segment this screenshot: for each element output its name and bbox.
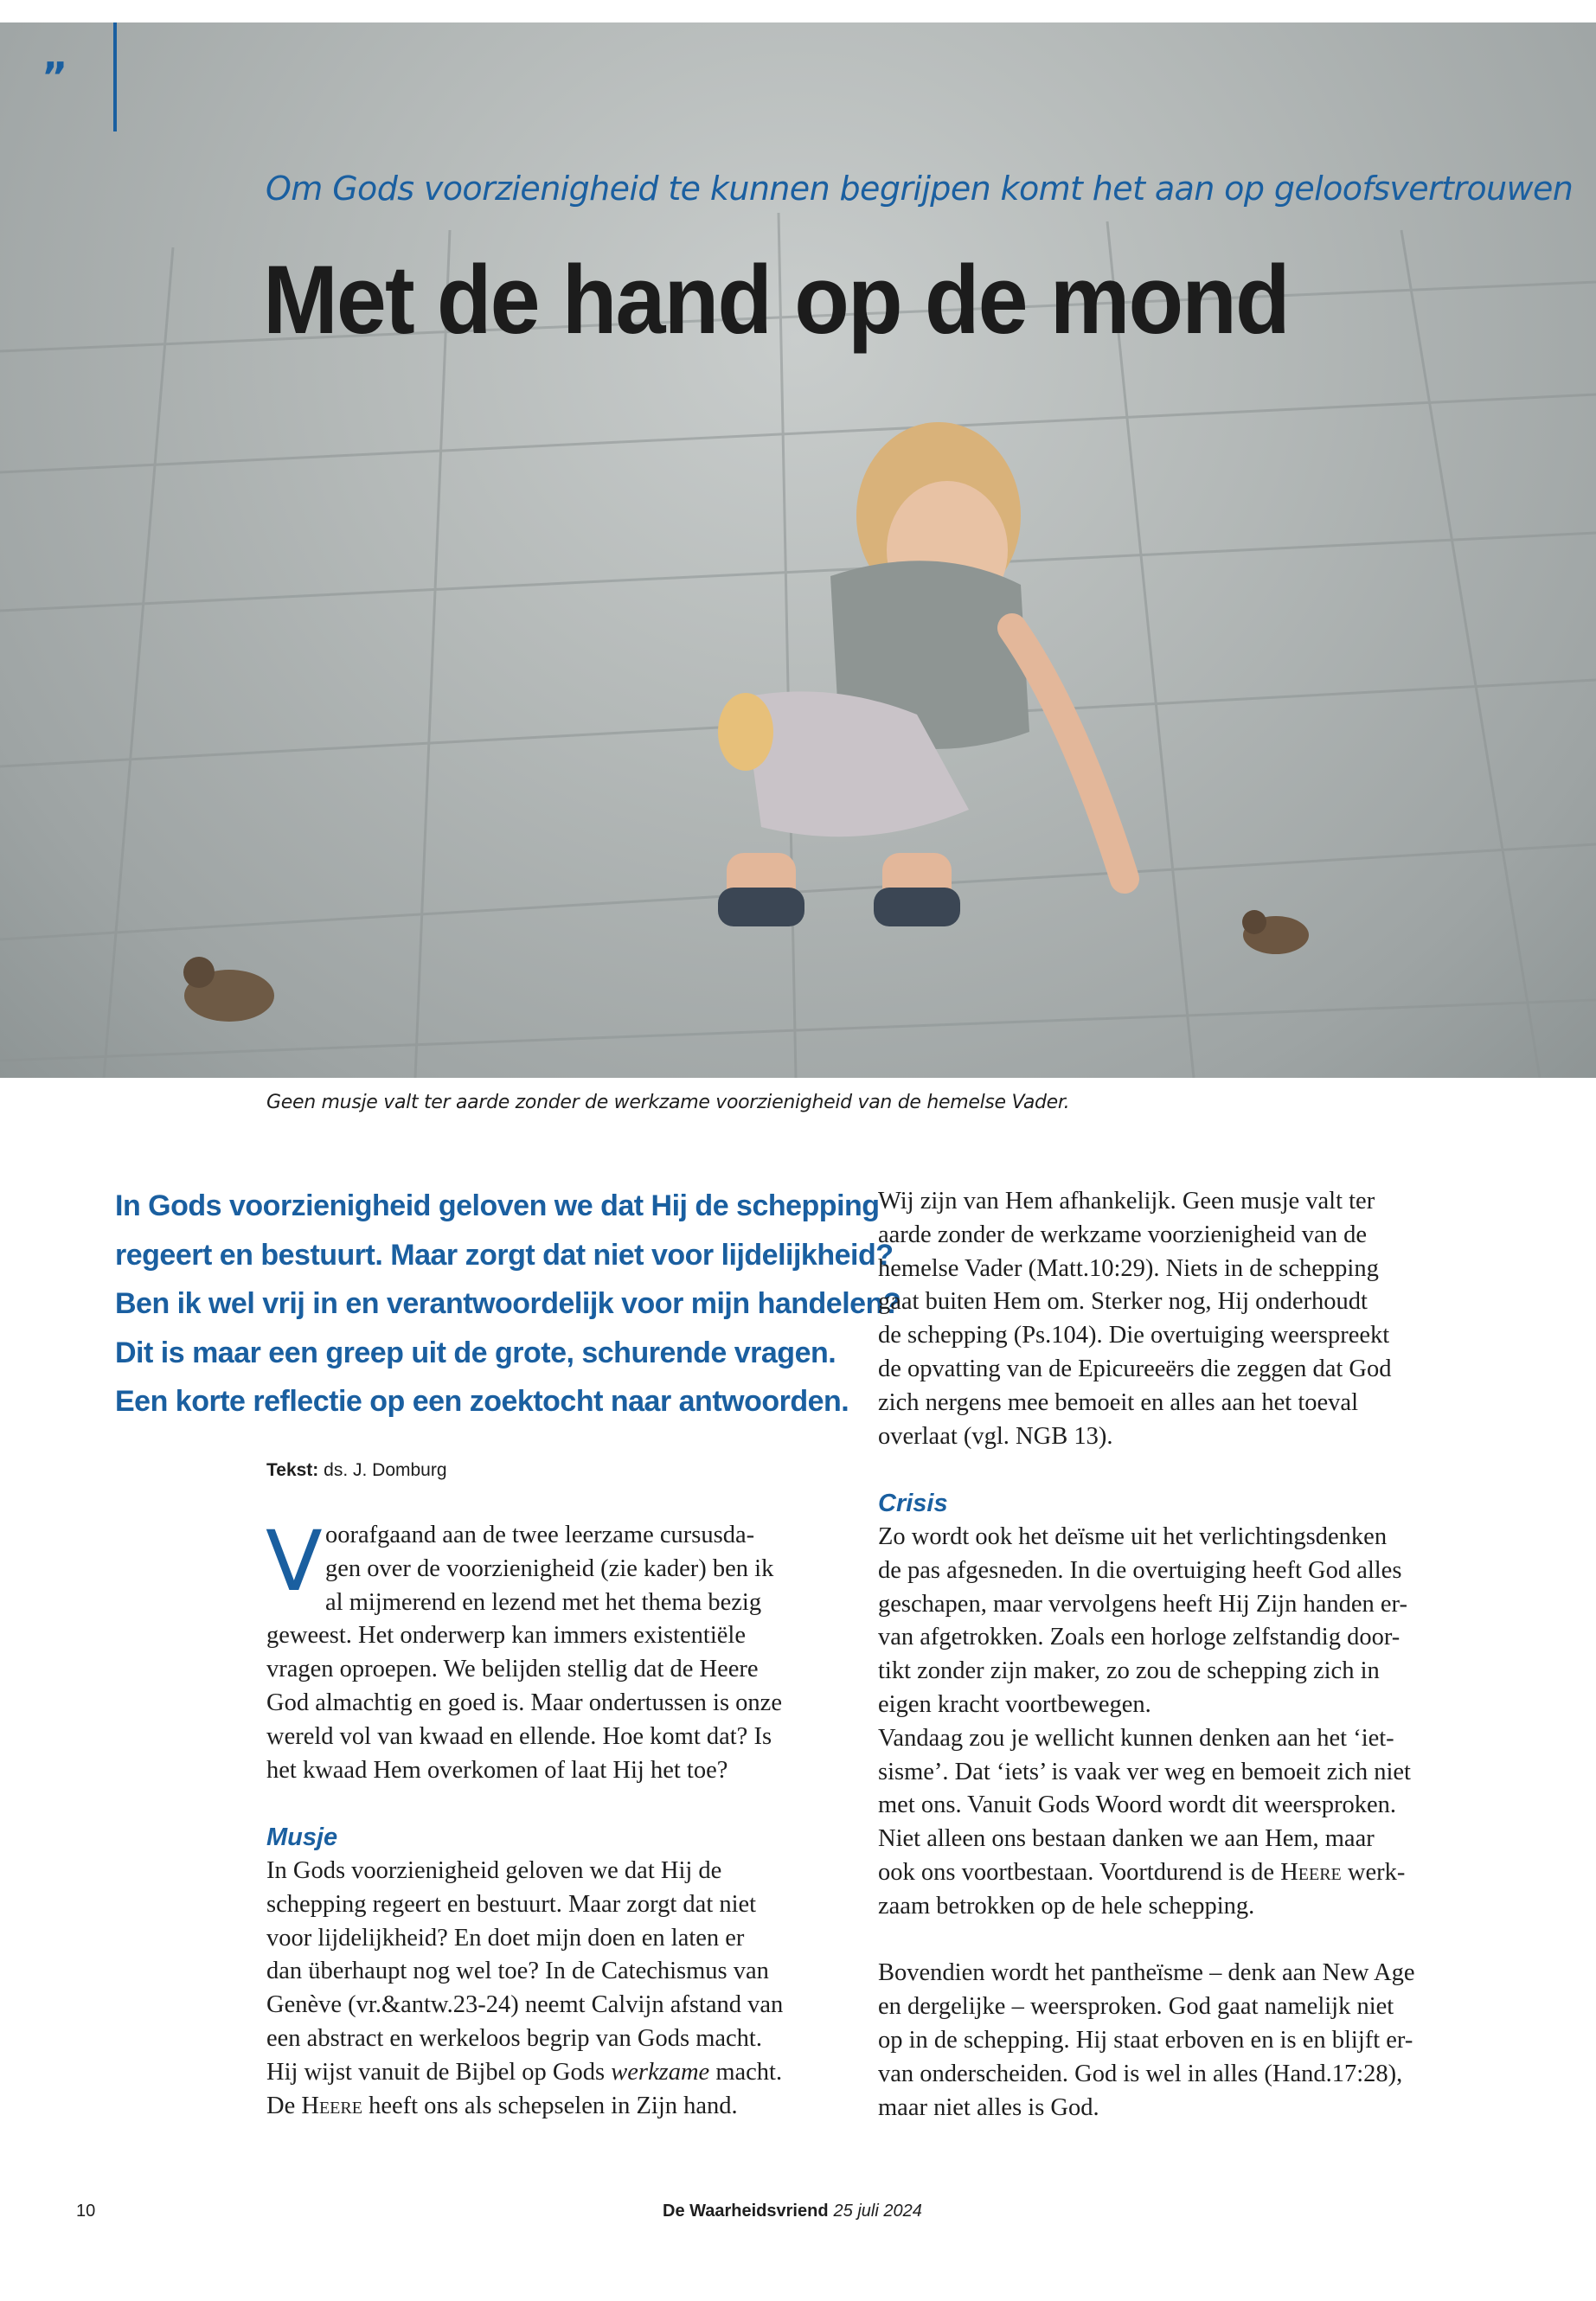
body-line: God almachtig en goed is. Maar ondertussen is onze: [266, 1689, 782, 1716]
spacer: [878, 1924, 1466, 1958]
byline-label: Tekst:: [266, 1460, 319, 1480]
text-run: heeft ons als schepselen in Zijn hand.: [362, 2092, 738, 2119]
body-line: voor lijdelijkheid? En doet mijn doen en laten er: [266, 1924, 745, 1952]
body-line: maar niet alles is God.: [878, 2093, 1099, 2121]
body-line: gen over de voorzienigheid (zie kader) ben ik: [325, 1554, 774, 1582]
subhead-musje: Musje: [266, 1823, 338, 1852]
body-line: het kwaad Hem overkomen of laat Hij het toe?: [266, 1756, 728, 1784]
intro: [115, 1182, 901, 1426]
body-line: In Gods voorzienigheid geloven we dat Hij de: [266, 1856, 722, 1884]
body-line: de schepping (Ps.104). Die overtuiging weerspreekt: [878, 1322, 1390, 1349]
body-line: hemelse Vader (Matt.10:29). Niets in de schepping: [878, 1254, 1379, 1282]
body-line: aarde zonder de werkzame voorzienigheid van de: [878, 1221, 1367, 1248]
intro-line: Een korte reflectie op een zoektocht naar antwoorden.: [115, 1385, 849, 1418]
body-line: met ons. Vanuit Gods Woord wordt dit weersproken.: [878, 1791, 1397, 1819]
magazine-name: De Waarheidsvriend: [663, 2202, 829, 2221]
body-column-1: [266, 1513, 837, 2123]
body-line: Zo wordt ook het deïsme uit het verlichtingsdenken: [878, 1522, 1388, 1550]
spacer: [878, 1453, 1466, 1487]
body-line: tikt zonder zijn maker, zo zou de schepping zich in: [878, 1657, 1380, 1685]
body-line: de pas afgesneden. In die overtuiging heeft God alles: [878, 1556, 1402, 1584]
body-line: wereld vol van kwaad en ellende. Hoe komt dat? Is: [266, 1722, 772, 1750]
kicker: Om Gods voorzienigheid te kunnen begrijpen komt het aan op geloofsvertrouwen: [266, 170, 1574, 208]
body-line: geweest. Het onderwerp kan immers existentiële: [266, 1622, 746, 1650]
intro-line: Ben ik wel vrij in en verantwoordelijk voor mijn handelen?: [115, 1287, 901, 1320]
photo-caption: Geen musje valt ter aarde zonder de werkzame voorzienigheid van de hemelse Vader.: [266, 1092, 1070, 1113]
text-run: werk-: [1341, 1858, 1406, 1886]
body-line: al mijmerend en lezend met het thema bezig: [325, 1588, 762, 1616]
intro-line: regeert en bestuurt. Maar zorgt dat niet voor lijdelijkheid?: [115, 1238, 894, 1272]
quote-mark-icon: ”: [42, 54, 68, 100]
body-line: de opvatting van de Epicureeërs die zeggen dat God: [878, 1355, 1392, 1382]
body-line: oorafgaand aan de twee leerzame cursusda-: [325, 1522, 755, 1548]
body-line: vragen oproepen. We belijden stellig dat de Heere: [266, 1656, 759, 1683]
body-line: Niet alleen ons bestaan danken we aan Hem, maar: [878, 1825, 1375, 1853]
issue-date: 25 juli 2024: [833, 2202, 922, 2221]
intro-line: Dit is maar een greep uit de grote, schurende vragen.: [115, 1336, 836, 1369]
body-line: zich nergens mee bemoeit en alles aan het toeval: [878, 1388, 1358, 1416]
body-line: schepping regeert en bestuurt. Maar zorgt dat niet: [266, 1890, 757, 1918]
body-line: zaam betrokken op de hele schepping.: [878, 1892, 1255, 1920]
footer-magazine: [663, 2202, 922, 2221]
body-line: eigen kracht voortbewegen.: [878, 1690, 1151, 1718]
spacer: [266, 1787, 837, 1821]
body-line: Genève (vr.&antw.23-24) neemt Calvijn afstand van: [266, 1991, 784, 2019]
body-line: Vandaag zou je wellicht kunnen denken aan het ‘iet-: [878, 1724, 1394, 1752]
body-line: en dergelijke – weersproken. God gaat namelijk niet: [878, 1993, 1394, 2021]
body-line: van onderscheiden. God is wel in alles (Hand.17:28),: [878, 2060, 1403, 2087]
subhead-crisis: Crisis: [878, 1490, 948, 1518]
small-caps: Heere: [1280, 1858, 1342, 1886]
text-run: De: [266, 2092, 302, 2119]
text-run: macht.: [709, 2058, 783, 2086]
sparrow-right: [1242, 910, 1309, 954]
body-line: sisme’. Dat ‘iets’ is vaak ver weg en bemoeit zich niet: [878, 1758, 1411, 1785]
body-line: overlaat (vgl. NGB 13).: [878, 1422, 1113, 1450]
page-title: Met de hand op de mond: [263, 246, 1289, 354]
text-run: ook ons voortbestaan. Voortdurend is de: [878, 1858, 1281, 1886]
body-column-2: [878, 1185, 1466, 2125]
text-run: Hij wijst vanuit de Bijbel op Gods: [266, 2058, 612, 2086]
body-line: gaat buiten Hem om. Sterker nog, Hij onderhoudt: [878, 1288, 1368, 1316]
body-line: [266, 2056, 837, 2090]
page-number: 10: [76, 2202, 96, 2221]
body-line: van afgetrokken. Zoals een horloge zelfstandig door-: [878, 1624, 1401, 1651]
body-line: [266, 2090, 837, 2124]
body-line: Bovendien wordt het pantheïsme – denk aan New Age: [878, 1959, 1415, 1987]
intro-line: In Gods voorzienigheid geloven we dat Hij de schepping: [115, 1189, 880, 1222]
byline-author: ds. J. Domburg: [324, 1460, 447, 1480]
sparrow-left: [183, 957, 274, 1022]
body-line: [878, 1856, 1466, 1890]
body-line: een abstract en werkeloos begrip van Gods macht.: [266, 2024, 762, 2052]
emphasis: werkzame: [611, 2058, 710, 2086]
body-line: op in de schepping. Hij staat erboven en is en blijft er-: [878, 2026, 1413, 2054]
quote-rule: [113, 22, 117, 131]
drop-cap: V: [266, 1513, 323, 1610]
body-line: dan überhaupt nog wel toe? In de Catechismus van: [266, 1958, 769, 1985]
body-line: Wij zijn van Hem afhankelijk. Geen musje valt ter: [878, 1188, 1375, 1215]
child-figure: [718, 422, 1125, 926]
small-caps: Heere: [301, 2092, 362, 2119]
byline: [266, 1460, 447, 1481]
body-line: geschapen, maar vervolgens heeft Hij Zijn handen er-: [878, 1590, 1407, 1618]
